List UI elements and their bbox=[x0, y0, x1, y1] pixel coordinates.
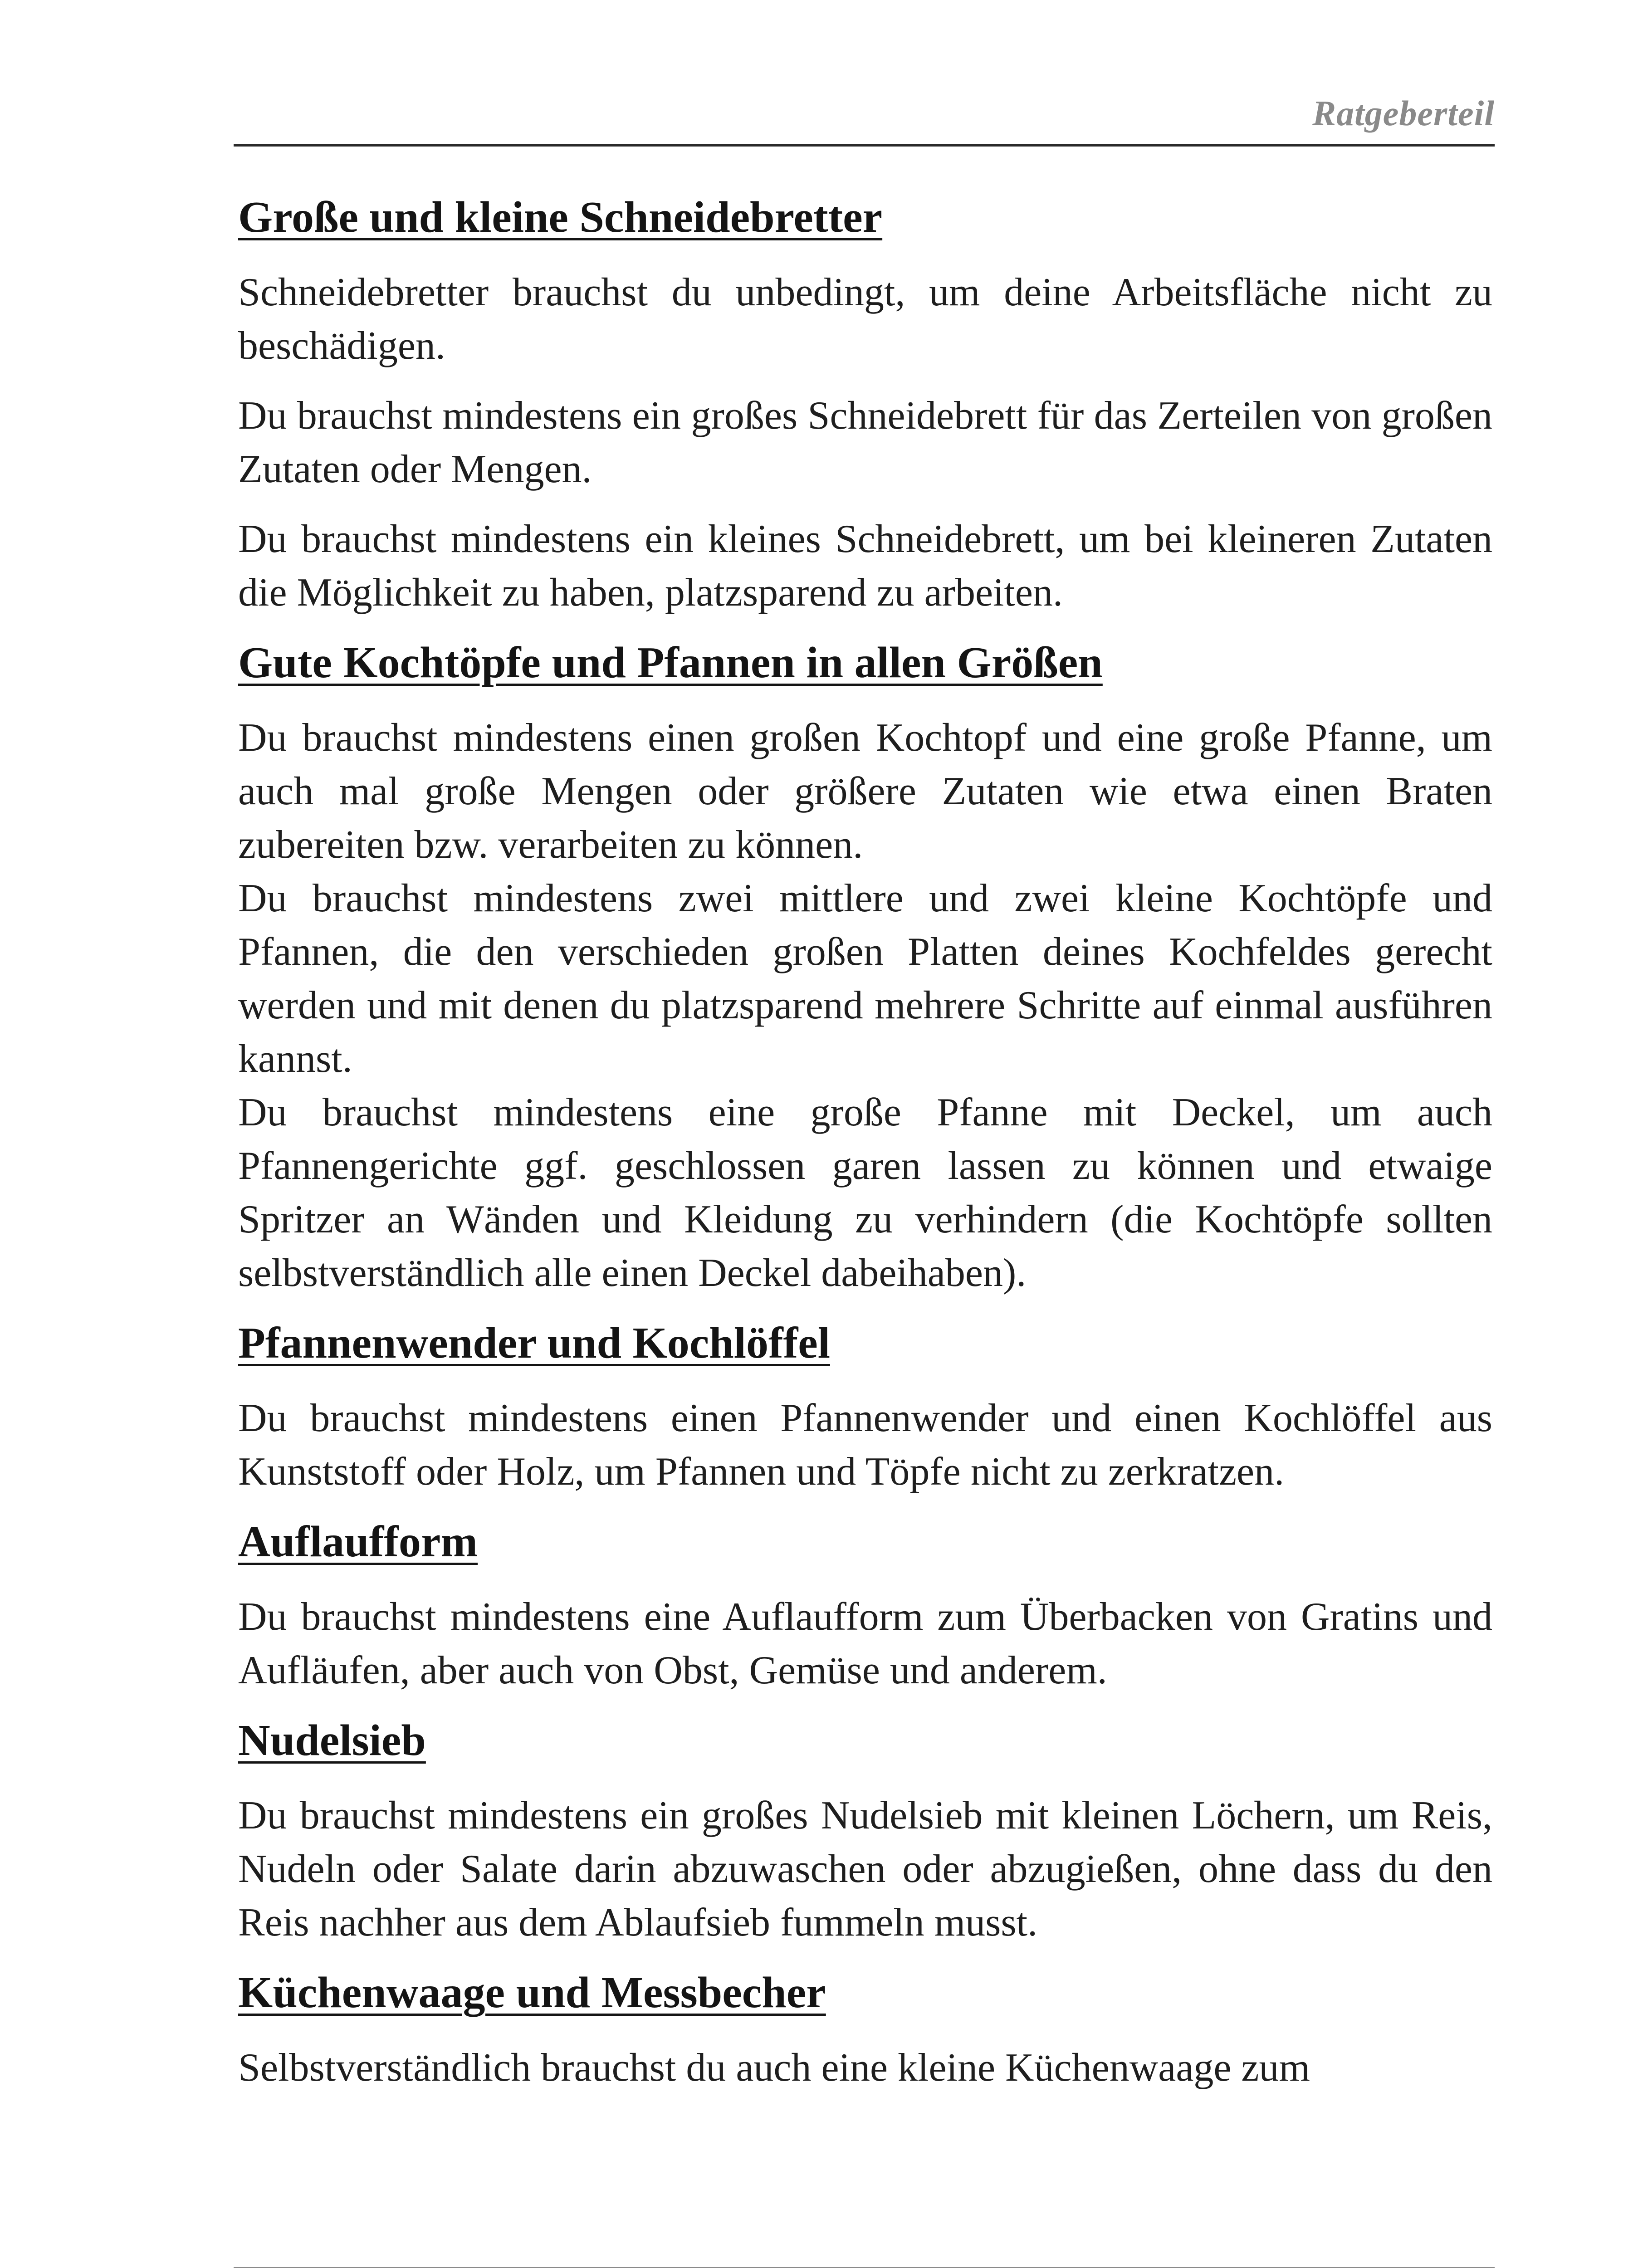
running-header: Ratgeberteil bbox=[1312, 93, 1495, 133]
section-title: Auflaufform bbox=[238, 1517, 478, 1566]
paragraph: Du brauchst mindestens eine große Pfanne mit Deckel, um auch Pfannengerichte ggf. geschlossen garen lassen zu können und etwaige Spritzer an Wänden und Kleidung zu verhindern (die Kochtöpfe sollten selbstverständlich alle einen Deckel dabeihaben). bbox=[238, 1090, 1492, 1295]
section-auflaufform bbox=[238, 1515, 1492, 1697]
page-content bbox=[238, 191, 1492, 2111]
section-schneidebretter bbox=[238, 191, 1492, 620]
section-title: Gute Kochtöpfe und Pfannen in allen Größen bbox=[238, 638, 1103, 687]
paragraph: Du brauchst mindestens ein großes Nudelsieb mit kleinen Löchern, um Reis, Nudeln oder Salate darin abzuwaschen oder abzugießen, ohne dass du den Reis nachher aus dem Ablaufsieb fummeln musst. bbox=[238, 1794, 1492, 1945]
paragraph: Du brauchst mindestens eine Auflaufform zum Überbacken von Gratins und Aufläufen, aber auch von Obst, Gemüse und anderem. bbox=[238, 1595, 1492, 1692]
section-pfannenwender bbox=[238, 1316, 1492, 1499]
paragraph: Du brauchst mindestens zwei mittlere und zwei kleine Kochtöpfe und Pfannen, die den verschieden großen Platten deines Kochfeldes gerecht werden und mit denen du platzsparend mehrere Schritte auf einmal ausführen kannst. bbox=[238, 876, 1492, 1081]
paragraph: Selbstverständlich brauchst du auch eine kleine Küchenwaage zum bbox=[238, 2046, 1310, 2090]
section-title: Nudelsieb bbox=[238, 1716, 426, 1765]
paragraph: Du brauchst mindestens ein kleines Schneidebrett, um bei kleineren Zutaten die Möglichkeit zu haben, platzsparend zu arbeiten. bbox=[238, 517, 1492, 615]
paragraph: Du brauchst mindestens einen Pfannenwender und einen Kochlöffel aus Kunststoff oder Holz, um Pfannen und Töpfe nicht zu zerkratzen. bbox=[238, 1396, 1492, 1494]
section-title: Große und kleine Schneidebretter bbox=[238, 193, 883, 242]
section-title: Küchenwaage und Messbecher bbox=[238, 1968, 826, 2017]
paragraph: Schneidebretter brauchst du unbedingt, um deine Arbeitsfläche nicht zu beschädigen. bbox=[238, 270, 1492, 368]
header-rule bbox=[234, 144, 1495, 147]
paragraph: Du brauchst mindestens ein großes Schneidebrett für das Zerteilen von großen Zutaten oder Mengen. bbox=[238, 394, 1492, 491]
section-kochtoepfe bbox=[238, 636, 1492, 1300]
section-kuechenwaage bbox=[238, 1966, 1492, 2095]
paragraph: Du brauchst mindestens einen großen Kochtopf und eine große Pfanne, um auch mal große Mengen oder größere Zutaten wie etwa einen Braten zubereiten bzw. verarbeiten zu können. bbox=[238, 716, 1492, 867]
section-title: Pfannenwender und Kochlöffel bbox=[238, 1319, 830, 1368]
section-nudelsieb bbox=[238, 1714, 1492, 1950]
